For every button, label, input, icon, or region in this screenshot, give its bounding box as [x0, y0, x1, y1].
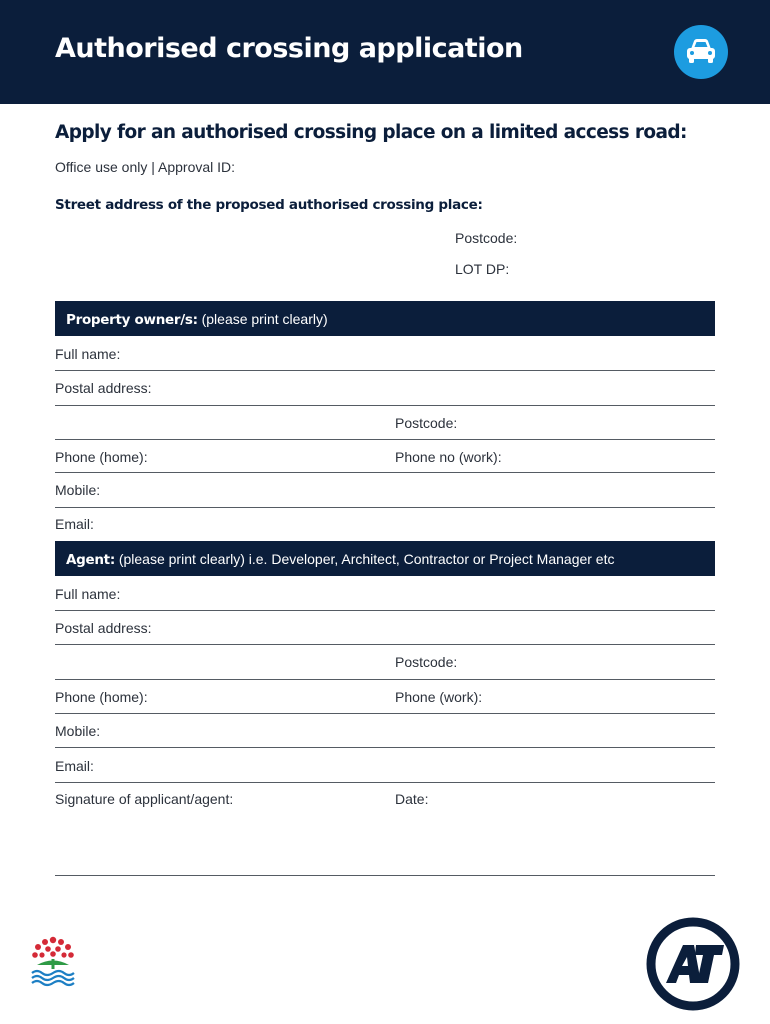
street-postcode-label: Postcode: — [455, 230, 518, 246]
form-subtitle: Apply for an authorised crossing place on a limited access road: — [55, 122, 687, 143]
divider — [55, 439, 715, 440]
owner-email-field[interactable]: Email: — [55, 516, 94, 532]
date-field[interactable]: Date: — [395, 791, 429, 807]
owner-full-name-field[interactable]: Full name: — [55, 346, 121, 362]
divider — [55, 713, 715, 714]
owner-mobile-field[interactable]: Mobile: — [55, 482, 101, 498]
agent-heading-note: (please print clearly) i.e. Developer, Architect, Contractor or Project Manager etc — [114, 551, 615, 567]
owner-section-header — [55, 301, 715, 336]
divider — [55, 679, 715, 680]
divider — [55, 747, 715, 748]
agent-phone-home-field[interactable]: Phone (home): — [55, 689, 148, 705]
divider — [55, 370, 715, 371]
owner-phone-home-field[interactable]: Phone (home): — [55, 449, 148, 465]
auckland-council-logo — [28, 932, 78, 993]
divider — [55, 782, 715, 783]
page-title: Authorised crossing application — [55, 33, 523, 64]
divider — [55, 472, 715, 473]
agent-mobile-field[interactable]: Mobile: — [55, 723, 101, 739]
agent-section-header — [55, 541, 715, 576]
agent-heading-bold: Agent: — [66, 552, 115, 568]
divider — [55, 405, 715, 406]
owner-heading-note: (please print clearly) — [197, 311, 328, 327]
auckland-transport-logo — [646, 917, 740, 1016]
owner-heading-bold: Property owner/s: — [66, 312, 198, 328]
owner-postal-address-field[interactable]: Postal address: — [55, 380, 152, 396]
lot-dp-label: LOT DP: — [455, 261, 510, 277]
divider — [55, 644, 715, 645]
agent-phone-work-field[interactable]: Phone (work): — [395, 689, 483, 705]
office-use-approval-id: Office use only | Approval ID: — [55, 159, 236, 175]
owner-phone-work-field[interactable]: Phone no (work): — [395, 449, 502, 465]
agent-postcode-field[interactable]: Postcode: — [395, 654, 458, 670]
page-header — [0, 0, 770, 104]
divider — [55, 507, 715, 508]
agent-email-field[interactable]: Email: — [55, 758, 94, 774]
owner-postcode-field[interactable]: Postcode: — [395, 415, 458, 431]
signature-field[interactable]: Signature of applicant/agent: — [55, 791, 234, 807]
divider — [55, 610, 715, 611]
street-address-label: Street address of the proposed authorised crossing place: — [55, 197, 483, 213]
agent-full-name-field[interactable]: Full name: — [55, 586, 121, 602]
agent-postal-address-field[interactable]: Postal address: — [55, 620, 152, 636]
car-icon — [674, 25, 728, 79]
signature-line — [55, 875, 715, 876]
